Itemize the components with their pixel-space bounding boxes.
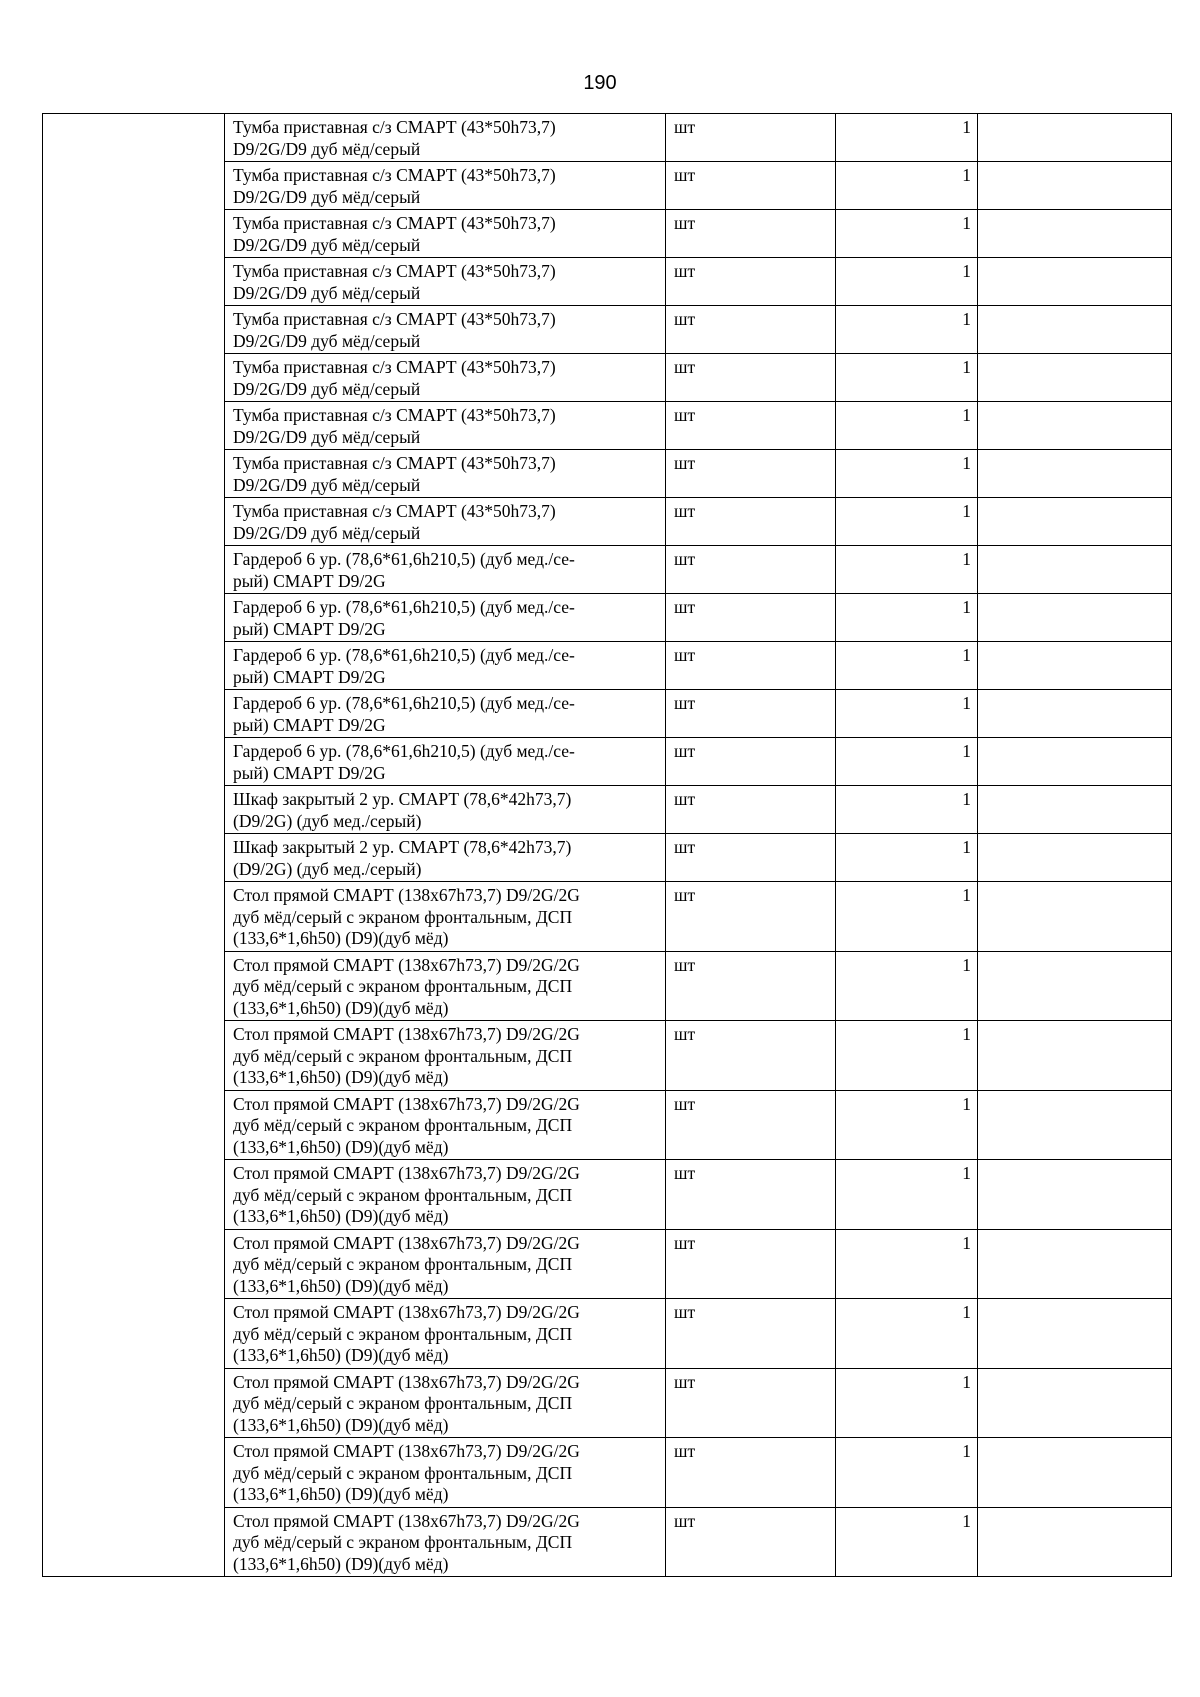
item-name-cell: Стол прямой СМАРТ (138x67h73,7) D9/2G/2G дуб мёд/серый с экраном фронтальным, ДСП (133,6*1,6h50) (D9)(дуб мёд) bbox=[225, 1438, 666, 1508]
item-quantity-cell: 1 bbox=[836, 834, 978, 882]
merged-left-cell bbox=[43, 114, 225, 1577]
item-name-cell: Гардероб 6 ур. (78,6*61,6h210,5) (дуб мед./се- рый) СМАРТ D9/2G bbox=[225, 642, 666, 690]
item-name-cell: Тумба приставная с/з СМАРТ (43*50h73,7) D9/2G/D9 дуб мёд/серый bbox=[225, 306, 666, 354]
item-name-cell: Стол прямой СМАРТ (138x67h73,7) D9/2G/2G дуб мёд/серый с экраном фронтальным, ДСП (133,6*1,6h50) (D9)(дуб мёд) bbox=[225, 882, 666, 952]
item-empty-cell bbox=[978, 1299, 1172, 1369]
item-name-cell: Тумба приставная с/з СМАРТ (43*50h73,7) D9/2G/D9 дуб мёд/серый bbox=[225, 402, 666, 450]
item-quantity-cell: 1 bbox=[836, 738, 978, 786]
item-name-cell: Гардероб 6 ур. (78,6*61,6h210,5) (дуб мед./се- рый) СМАРТ D9/2G bbox=[225, 690, 666, 738]
item-empty-cell bbox=[978, 882, 1172, 952]
item-unit-cell: шт bbox=[666, 1507, 836, 1577]
item-name-cell: Стол прямой СМАРТ (138x67h73,7) D9/2G/2G дуб мёд/серый с экраном фронтальным, ДСП (133,6*1,6h50) (D9)(дуб мёд) bbox=[225, 1090, 666, 1160]
item-quantity-cell: 1 bbox=[836, 258, 978, 306]
item-unit-cell: шт bbox=[666, 306, 836, 354]
item-empty-cell bbox=[978, 690, 1172, 738]
item-empty-cell bbox=[978, 1160, 1172, 1230]
item-quantity-cell: 1 bbox=[836, 210, 978, 258]
item-empty-cell bbox=[978, 951, 1172, 1021]
item-empty-cell bbox=[978, 1507, 1172, 1577]
item-empty-cell bbox=[978, 306, 1172, 354]
item-name-cell: Стол прямой СМАРТ (138x67h73,7) D9/2G/2G дуб мёд/серый с экраном фронтальным, ДСП (133,6*1,6h50) (D9)(дуб мёд) bbox=[225, 1368, 666, 1438]
item-unit-cell: шт bbox=[666, 258, 836, 306]
item-empty-cell bbox=[978, 594, 1172, 642]
item-unit-cell: шт bbox=[666, 1438, 836, 1508]
item-empty-cell bbox=[978, 498, 1172, 546]
item-empty-cell bbox=[978, 162, 1172, 210]
items-table-body bbox=[43, 114, 1172, 1577]
item-empty-cell bbox=[978, 1438, 1172, 1508]
item-empty-cell bbox=[978, 546, 1172, 594]
item-name-cell: Стол прямой СМАРТ (138x67h73,7) D9/2G/2G дуб мёд/серый с экраном фронтальным, ДСП (133,6*1,6h50) (D9)(дуб мёд) bbox=[225, 1229, 666, 1299]
item-quantity-cell: 1 bbox=[836, 786, 978, 834]
item-unit-cell: шт bbox=[666, 450, 836, 498]
item-name-cell: Стол прямой СМАРТ (138x67h73,7) D9/2G/2G дуб мёд/серый с экраном фронтальным, ДСП (133,6*1,6h50) (D9)(дуб мёд) bbox=[225, 1021, 666, 1091]
item-quantity-cell: 1 bbox=[836, 882, 978, 952]
item-empty-cell bbox=[978, 786, 1172, 834]
item-name-cell: Тумба приставная с/з СМАРТ (43*50h73,7) D9/2G/D9 дуб мёд/серый bbox=[225, 258, 666, 306]
item-quantity-cell: 1 bbox=[836, 1021, 978, 1091]
page-number: 190 bbox=[583, 72, 617, 94]
item-empty-cell bbox=[978, 1021, 1172, 1091]
item-quantity-cell: 1 bbox=[836, 1368, 978, 1438]
item-quantity-cell: 1 bbox=[836, 594, 978, 642]
item-name-cell: Стол прямой СМАРТ (138x67h73,7) D9/2G/2G дуб мёд/серый с экраном фронтальным, ДСП (133,6*1,6h50) (D9)(дуб мёд) bbox=[225, 951, 666, 1021]
item-empty-cell bbox=[978, 1090, 1172, 1160]
item-name-cell: Шкаф закрытый 2 ур. СМАРТ (78,6*42h73,7) (D9/2G) (дуб мед./серый) bbox=[225, 786, 666, 834]
item-quantity-cell: 1 bbox=[836, 1160, 978, 1230]
item-empty-cell bbox=[978, 834, 1172, 882]
item-quantity-cell: 1 bbox=[836, 951, 978, 1021]
item-quantity-cell: 1 bbox=[836, 498, 978, 546]
item-unit-cell: шт bbox=[666, 594, 836, 642]
item-empty-cell bbox=[978, 1368, 1172, 1438]
item-empty-cell bbox=[978, 354, 1172, 402]
item-name-cell: Шкаф закрытый 2 ур. СМАРТ (78,6*42h73,7) (D9/2G) (дуб мед./серый) bbox=[225, 834, 666, 882]
item-unit-cell: шт bbox=[666, 786, 836, 834]
item-unit-cell: шт bbox=[666, 162, 836, 210]
item-empty-cell bbox=[978, 450, 1172, 498]
item-empty-cell bbox=[978, 402, 1172, 450]
item-unit-cell: шт bbox=[666, 210, 836, 258]
item-quantity-cell: 1 bbox=[836, 690, 978, 738]
item-unit-cell: шт bbox=[666, 951, 836, 1021]
item-name-cell: Гардероб 6 ур. (78,6*61,6h210,5) (дуб мед./се- рый) СМАРТ D9/2G bbox=[225, 594, 666, 642]
item-unit-cell: шт bbox=[666, 642, 836, 690]
items-table bbox=[42, 113, 1172, 1577]
item-unit-cell: шт bbox=[666, 1160, 836, 1230]
item-name-cell: Стол прямой СМАРТ (138x67h73,7) D9/2G/2G дуб мёд/серый с экраном фронтальным, ДСП (133,6*1,6h50) (D9)(дуб мёд) bbox=[225, 1507, 666, 1577]
item-quantity-cell: 1 bbox=[836, 354, 978, 402]
item-name-cell: Тумба приставная с/з СМАРТ (43*50h73,7) D9/2G/D9 дуб мёд/серый bbox=[225, 498, 666, 546]
item-empty-cell bbox=[978, 210, 1172, 258]
item-name-cell: Тумба приставная с/з СМАРТ (43*50h73,7) D9/2G/D9 дуб мёд/серый bbox=[225, 354, 666, 402]
item-quantity-cell: 1 bbox=[836, 450, 978, 498]
item-unit-cell: шт bbox=[666, 402, 836, 450]
item-empty-cell bbox=[978, 114, 1172, 162]
item-empty-cell bbox=[978, 738, 1172, 786]
item-quantity-cell: 1 bbox=[836, 642, 978, 690]
item-quantity-cell: 1 bbox=[836, 1090, 978, 1160]
item-quantity-cell: 1 bbox=[836, 162, 978, 210]
item-name-cell: Тумба приставная с/з СМАРТ (43*50h73,7) D9/2G/D9 дуб мёд/серый bbox=[225, 114, 666, 162]
item-unit-cell: шт bbox=[666, 114, 836, 162]
item-name-cell: Гардероб 6 ур. (78,6*61,6h210,5) (дуб мед./се- рый) СМАРТ D9/2G bbox=[225, 546, 666, 594]
item-unit-cell: шт bbox=[666, 834, 836, 882]
item-unit-cell: шт bbox=[666, 546, 836, 594]
item-quantity-cell: 1 bbox=[836, 546, 978, 594]
item-quantity-cell: 1 bbox=[836, 114, 978, 162]
item-quantity-cell: 1 bbox=[836, 306, 978, 354]
item-unit-cell: шт bbox=[666, 1299, 836, 1369]
table-row bbox=[43, 114, 1172, 162]
item-quantity-cell: 1 bbox=[836, 402, 978, 450]
item-empty-cell bbox=[978, 1229, 1172, 1299]
item-name-cell: Тумба приставная с/з СМАРТ (43*50h73,7) D9/2G/D9 дуб мёд/серый bbox=[225, 162, 666, 210]
item-unit-cell: шт bbox=[666, 1368, 836, 1438]
item-name-cell: Стол прямой СМАРТ (138x67h73,7) D9/2G/2G дуб мёд/серый с экраном фронтальным, ДСП (133,6*1,6h50) (D9)(дуб мёд) bbox=[225, 1160, 666, 1230]
item-quantity-cell: 1 bbox=[836, 1299, 978, 1369]
item-unit-cell: шт bbox=[666, 738, 836, 786]
item-empty-cell bbox=[978, 642, 1172, 690]
item-empty-cell bbox=[978, 258, 1172, 306]
item-name-cell: Тумба приставная с/з СМАРТ (43*50h73,7) D9/2G/D9 дуб мёд/серый bbox=[225, 210, 666, 258]
item-unit-cell: шт bbox=[666, 498, 836, 546]
item-unit-cell: шт bbox=[666, 882, 836, 952]
item-name-cell: Стол прямой СМАРТ (138x67h73,7) D9/2G/2G дуб мёд/серый с экраном фронтальным, ДСП (133,6*1,6h50) (D9)(дуб мёд) bbox=[225, 1299, 666, 1369]
item-unit-cell: шт bbox=[666, 1090, 836, 1160]
item-quantity-cell: 1 bbox=[836, 1438, 978, 1508]
item-name-cell: Гардероб 6 ур. (78,6*61,6h210,5) (дуб мед./се- рый) СМАРТ D9/2G bbox=[225, 738, 666, 786]
item-name-cell: Тумба приставная с/з СМАРТ (43*50h73,7) D9/2G/D9 дуб мёд/серый bbox=[225, 450, 666, 498]
item-unit-cell: шт bbox=[666, 354, 836, 402]
item-quantity-cell: 1 bbox=[836, 1229, 978, 1299]
item-unit-cell: шт bbox=[666, 690, 836, 738]
item-quantity-cell: 1 bbox=[836, 1507, 978, 1577]
item-unit-cell: шт bbox=[666, 1021, 836, 1091]
item-unit-cell: шт bbox=[666, 1229, 836, 1299]
